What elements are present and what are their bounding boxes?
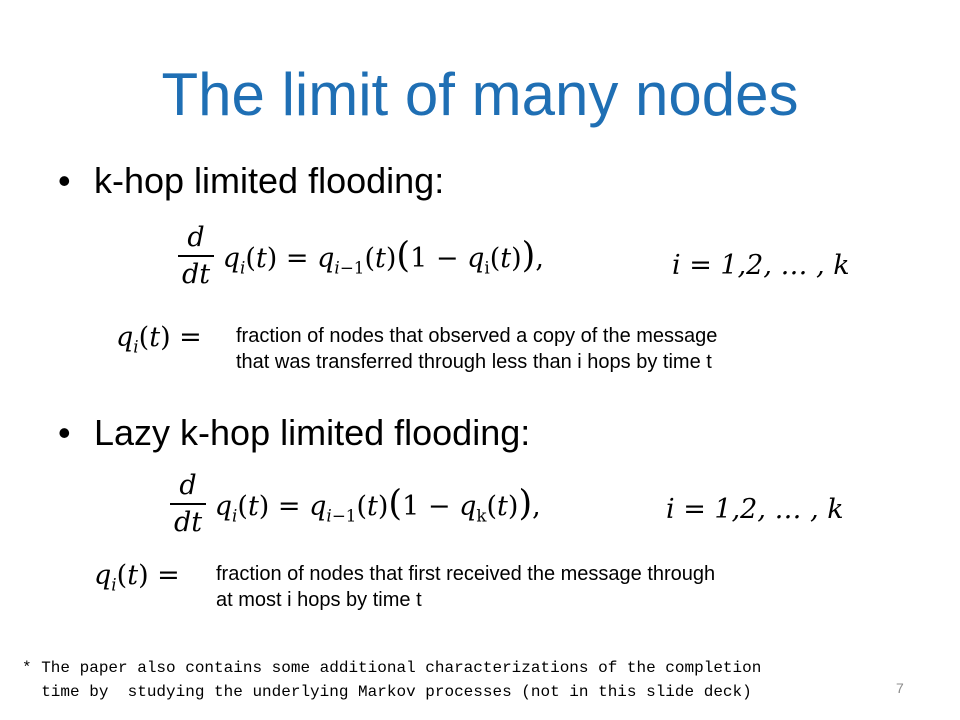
footnote-line-1: * The paper also contains some additional characterizations of the completion bbox=[22, 659, 762, 677]
definition-2-lhs: $q_i(t)$ = bbox=[94, 560, 180, 595]
bullet-2-text: Lazy k-hop limited flooding: bbox=[94, 412, 531, 453]
definition-2-text bbox=[216, 561, 715, 613]
bullet-1-text: k-hop limited flooding: bbox=[94, 160, 445, 201]
equation-2-range bbox=[666, 494, 844, 525]
bullet-dot: • bbox=[58, 412, 71, 453]
equation-2: $\frac{d}{dt}$ $q_i(t) = q_{i-1}(t)(1 - q_k(t))$, bbox=[170, 470, 541, 538]
slide-title: The limit of many nodes bbox=[161, 61, 799, 128]
equation-1: $\frac{d}{dt}$ $q_i(t) = q_{i-1}(t)(1 - q_i(t))$, bbox=[178, 222, 544, 290]
derivative-fraction: $\frac{d}{dt}$ bbox=[178, 222, 214, 290]
eq1-range-text: i = 1,2, … , k bbox=[672, 250, 850, 281]
eq2-rhs-sub: k bbox=[476, 505, 487, 526]
equation-1-range bbox=[672, 250, 850, 281]
page-number: 7 bbox=[896, 680, 904, 696]
derivative-fraction: $\frac{d}{dt}$ bbox=[170, 470, 206, 538]
bullet-2 bbox=[58, 412, 818, 456]
definition-1-lhs: $q_i(t)$ = bbox=[116, 322, 202, 357]
bullet-dot: • bbox=[58, 160, 71, 201]
bullet-1 bbox=[58, 160, 758, 204]
definition-1-line-1: fraction of nodes that observed a copy of the message bbox=[236, 325, 718, 347]
eq2-range-text: i = 1,2, … , k bbox=[666, 494, 844, 525]
definition-1-text bbox=[236, 323, 717, 375]
definition-2-line-2: at most i hops by time t bbox=[216, 589, 422, 611]
definition-1-line-2: that was transferred through less than i hops by time t bbox=[236, 351, 712, 373]
definition-2-line-1: fraction of nodes that first received the message through bbox=[216, 563, 716, 585]
eq1-rhs-sub: i bbox=[484, 257, 490, 278]
footnote bbox=[22, 656, 761, 704]
footnote-line-2: time by studying the underlying Markov processes (not in this slide deck) bbox=[22, 683, 752, 701]
